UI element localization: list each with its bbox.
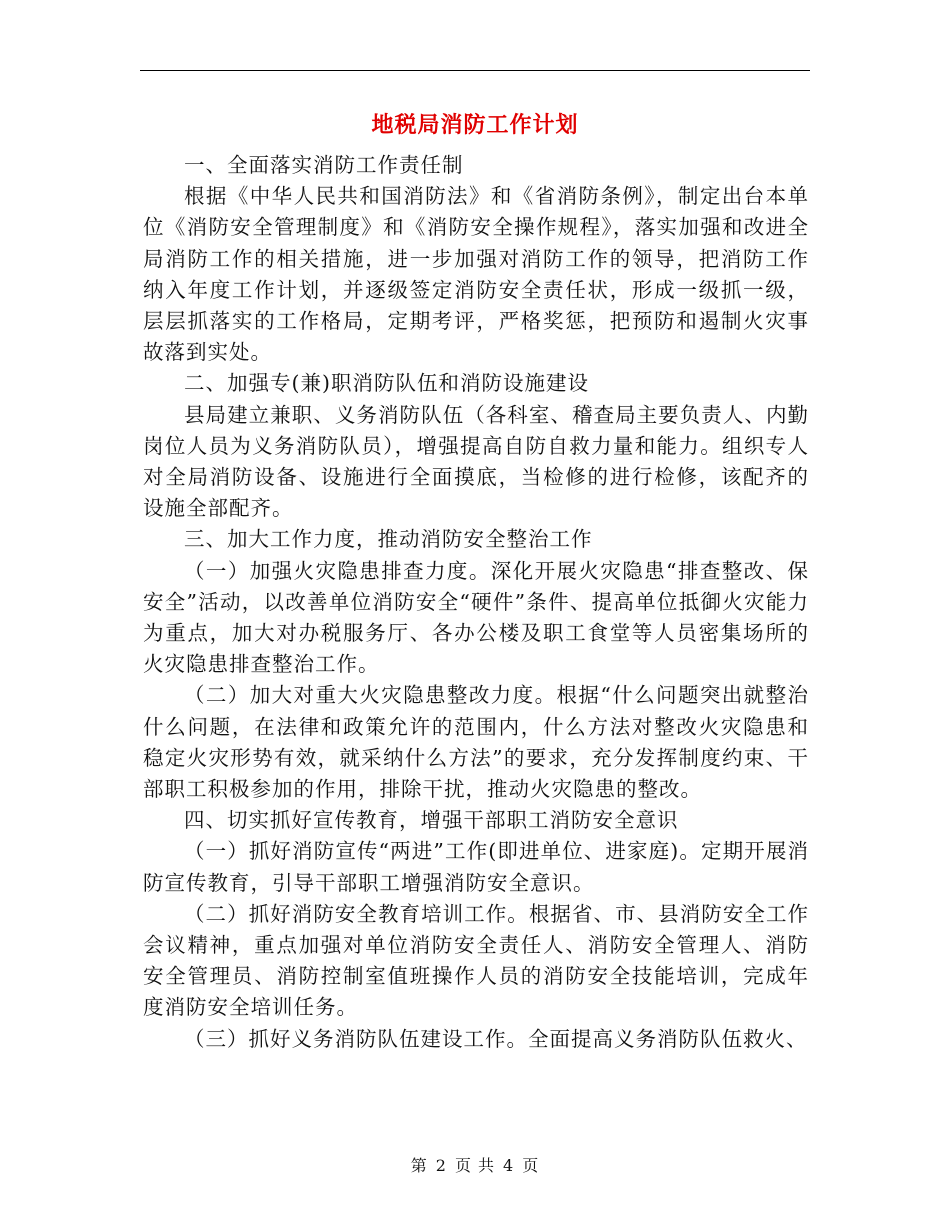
section-heading-4: 四、切实抓好宣传教育，增强干部职工消防安全意识 bbox=[184, 808, 679, 833]
page-label-prefix: 第 bbox=[410, 1156, 428, 1175]
paragraph: （二）加大对重大火灾隐患整改力度。根据“什么问题突出就整治什么问题，在法律和政策允许的范围内，什么方法对整改火灾隐患和稳定火灾形势有效，就采纳什么方法”的要求，充分发挥制度约束、干部职工积极参加的作用，排除干扰，推动火灾隐患的整改。 bbox=[143, 683, 809, 802]
total-pages-number: 4 bbox=[503, 1156, 515, 1175]
paragraph: 根据《中华人民共和国消防法》和《省消防条例》，制定出台本单位《消防安全管理制度》和《消防安全操作规程》，落实加强和改进全局消防工作的相关措施，进一步加强对消防工作的领导，把消防工作纳入年度工作计划，并逐级签定消防安全责任状，形成一级抓一级，层层抓落实的工作格局，定期考评，严格奖惩，把预防和遏制火灾事故落到实处。 bbox=[143, 184, 809, 365]
page-label-suffix: 页 bbox=[522, 1156, 540, 1175]
paragraph: （一）加强火灾隐患排查力度。深化开展火灾隐患“排查整改、保安全”活动，以改善单位消防安全“硬件”条件、提高单位抵御火灾能力为重点，加大对办税服务厅、各办公楼及职工食堂等人员密集场所的火灾隐患排查整治工作。 bbox=[143, 558, 809, 677]
paragraph: （一）抓好消防宣传“两进”工作(即进单位、进家庭)。定期开展消防宣传教育，引导干部职工增强消防安全意识。 bbox=[143, 839, 809, 895]
document-title: 地税局消防工作计划 bbox=[371, 112, 579, 138]
paragraph: （二）抓好消防安全教育培训工作。根据省、市、县消防安全工作会议精神，重点加强对单位消防安全责任人、消防安全管理人、消防安全管理员、消防控制室值班操作人员的消防安全技能培训，完成年度消防安全培训任务。 bbox=[143, 901, 809, 1020]
section-heading-2: 二、加强专(兼)职消防队伍和消防设施建设 bbox=[184, 371, 589, 396]
paragraph: （三）抓好义务消防队伍建设工作。全面提高义务消防队伍救火、 bbox=[184, 1026, 808, 1051]
header-rule bbox=[140, 70, 810, 71]
section-heading-3: 三、加大工作力度，推动消防安全整治工作 bbox=[184, 527, 593, 552]
current-page-number: 2 bbox=[435, 1156, 447, 1175]
document-body bbox=[143, 150, 809, 1055]
section-heading-1: 一、全面落实消防工作责任制 bbox=[184, 153, 464, 177]
paragraph: 县局建立兼职、义务消防队伍（各科室、稽查局主要负责人、内勤岗位人员为义务消防队员），增强提高自防自救力量和能力。组织专人对全局消防设备、设施进行全面摸底，当检修的进行检修，该配齐的设施全部配齐。 bbox=[143, 402, 809, 521]
page-label-mid: 页 共 bbox=[454, 1156, 496, 1175]
page-footer bbox=[0, 1153, 950, 1176]
